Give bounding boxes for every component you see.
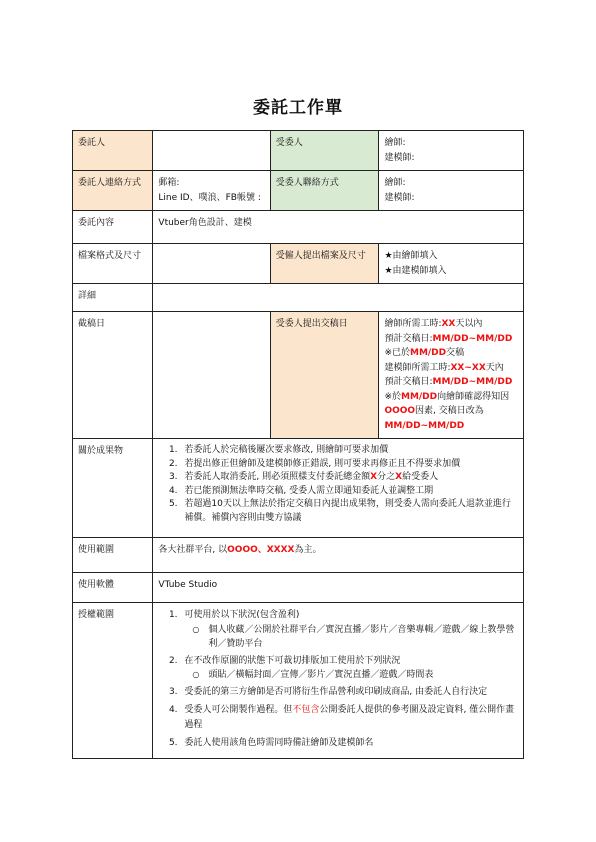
list-item: ○ 頭貼／橫幅封面／宣傳／影片／實況直播／遊戲／時間表 <box>202 668 518 683</box>
table-row <box>73 171 524 211</box>
commission-form-table <box>72 130 524 759</box>
table-row <box>73 244 524 284</box>
artist-contact-cell[interactable] <box>379 171 524 211</box>
table-row <box>73 439 524 538</box>
table-row <box>73 312 524 439</box>
list-item: 2. 若提出修正但繪師及建模師修正錯誤, 則可要求再修正且不得要求加價 <box>180 458 518 472</box>
software-value[interactable]: VTube Studio <box>153 573 524 603</box>
license-scope-terms <box>153 603 524 759</box>
table-row <box>73 573 524 603</box>
table-row <box>73 211 524 244</box>
modeler-fill-note: ★由建模師填入 <box>384 265 447 276</box>
list-item: 4. 若已能預測無法準時交稿, 受委人需立即通知委託人並調整工期 <box>180 485 518 499</box>
client-value-cell[interactable] <box>153 131 270 171</box>
client-label: 委託人 <box>73 131 153 171</box>
artist-contact-label: 受委人聯絡方式 <box>270 171 379 211</box>
list-item: 5. 若超過10天以上無法於指定交稿日內提出成果物，則受委人需向委託人退款並進行補償。補償內容則由雙方協議 <box>180 498 518 525</box>
modeler-hours-line: 建模師所需工時:XX~XX天內 <box>384 362 504 373</box>
list-item: ○ 個人收藏／公開於社群平台／實況直播／影片／音樂專輯／遊戲／線上教學營利／贊助平台 <box>202 623 518 652</box>
list-item: 3. 受委託的第三方繪師是否可將衍生作品營利或印刷成商品, 由委託人自行決定 <box>180 685 518 700</box>
list-item: 1. 若委託人於完稿後屢次要求修改, 則繪師可要求加價 <box>180 444 518 458</box>
artist-file-cell[interactable] <box>379 244 524 284</box>
deliverables-label: 關於成果物 <box>73 439 153 538</box>
deliverables-terms <box>153 439 524 538</box>
usage-scope-label: 使用範圍 <box>73 538 153 573</box>
license-scope-label: 授權範圍 <box>73 603 153 759</box>
illustrator-line: 繪師: <box>384 138 406 148</box>
list-item: 3. 若委託人取消委託, 則必須照樣支付委託總金額X分之X給受委人 <box>180 471 518 485</box>
list-item: 2. 在不改作原圖的狀態下可裁切排版加工使用於下列狀況 ○ 頭貼／橫幅封面／宣傳／影片／實況直播／遊戲／時間表 <box>180 654 518 683</box>
illustrator-due-line: 預計交稿日:MM/DD~MM/DD <box>384 333 513 344</box>
file-format-value[interactable] <box>153 244 270 284</box>
page-title: 委託工作單 <box>253 98 343 118</box>
artist-deadline-cell[interactable] <box>379 312 524 439</box>
artist-file-label: 受僱人提出檔案及尺寸 <box>270 244 379 284</box>
modeler-due-line: 預計交稿日:MM/DD~MM/DD <box>384 377 513 387</box>
artist-value-cell[interactable] <box>379 131 524 171</box>
list-item: 5. 委託人使用該角色時需同時備註繪師及建模師名 <box>180 736 518 751</box>
client-contact-cell[interactable] <box>153 171 270 211</box>
social-accounts-line: Line ID、噗浪、FB帳號 : <box>158 192 261 203</box>
illustrator-contact-line: 繪師: <box>384 178 406 188</box>
commission-content-value[interactable]: Vtuber角色設計、建模 <box>153 211 524 244</box>
illustrator-fill-note: ★由繪師填入 <box>384 251 438 261</box>
artist-deadline-label: 受委人提出交稿日 <box>270 312 379 439</box>
modeler-contact-line: 建模師: <box>384 192 415 203</box>
table-row <box>73 131 524 171</box>
illustrator-hours-line: 繪師所需工時:XX天以內 <box>384 319 483 329</box>
software-label: 使用軟體 <box>73 573 153 603</box>
details-label: 詳細 <box>73 284 153 312</box>
deadline-value[interactable] <box>153 312 270 439</box>
list-item: 4. 受委人可公開製作過程。但不包含公開委託人提供的參考圖及設定資料, 僅公開作畫過程 <box>180 703 518 732</box>
table-row <box>73 603 524 759</box>
file-format-label: 檔案格式及尺寸 <box>73 244 153 284</box>
email-line: 郵箱: <box>158 178 180 188</box>
artist-label: 受委人 <box>270 131 379 171</box>
illustrator-delivered-line: ※已於MM/DD交稿 <box>384 348 465 358</box>
details-value[interactable] <box>153 284 524 312</box>
usage-scope-value[interactable]: 各大社群平台, 以OOOO、XXXX為主。 <box>153 538 524 573</box>
table-row <box>73 538 524 573</box>
modeler-change-note: ※於MM/DD向繪師確認得知因OOOO因素, 交稿日改為 MM/DD~MM/DD <box>384 391 510 431</box>
table-row <box>73 284 524 312</box>
deadline-label: 截稿日 <box>73 312 153 439</box>
modeler-line: 建模師: <box>384 152 415 163</box>
list-item: 1. 可使用於以下狀況(包含盈利) ○ 個人收藏／公開於社群平台／實況直播／影片／音樂專輯／遊戲／線上教學營利／贊助平台 <box>180 608 518 652</box>
client-contact-label: 委託人連絡方式 <box>73 171 153 211</box>
commission-content-label: 委託內容 <box>73 211 153 244</box>
